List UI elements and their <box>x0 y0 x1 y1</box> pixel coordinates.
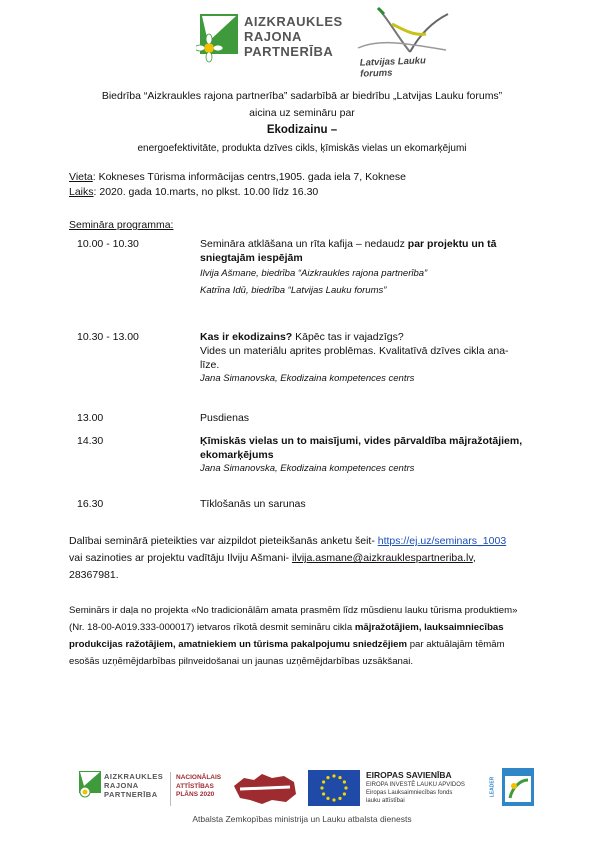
programme-heading: Semināra programma: <box>69 219 174 231</box>
venue-value: : Kokneses Tūrisma informācijas centrs,1905. gada iela 7, Koknese <box>92 171 406 183</box>
registration-line-2 <box>69 550 539 567</box>
programme-text-line: Vides un materiālu aprites problēmas. Kvalitatīvā dzīves cikla ana- <box>200 345 509 357</box>
note-text: (Nr. 18-00-A019.333-000017) ietvaros rīkotā desmit semināru cikla <box>69 622 355 633</box>
lauku-forums-logo <box>350 4 454 80</box>
speaker: Jana Simanovska, Ekodizaina kompetences centrs <box>200 373 415 384</box>
registration-text: Dalībai seminārā pieteikties var aizpildot pieteikšanās anketu šeit- <box>69 535 378 547</box>
programme-text-bold: par projektu un tā <box>407 238 497 250</box>
intro-line-2: aicina uz semināru par <box>249 107 355 119</box>
seminar-subtitle: energoefektivitāte, produkta dzīves cikls, ķīmiskās vielas un ekomarķējumi <box>137 143 467 154</box>
registration-link[interactable]: https://ej.uz/seminars_1003 <box>377 535 507 547</box>
programme-text-bold: Ķīmiskās vielas un to maisījumi, vides pārvaldība mājražotājiem, <box>200 435 523 447</box>
sponsor-leader-logo <box>489 768 536 808</box>
registration-text: vai sazinoties ar projektu vadītāju Ilviju Ašmani- <box>69 552 292 564</box>
note-line: esošās uzņēmējdarbības pilnveidošanai un jaunas uzņēmējdarbības uzsākšanai. <box>69 656 413 667</box>
sponsor-text: NACIONĀLAIS <box>176 774 222 781</box>
latvia-map-icon <box>232 772 298 806</box>
programme-text-part: Semināra atklāšana un rīta kafija – nedaudz <box>200 238 408 250</box>
flower-icon <box>78 770 102 804</box>
programme-text: Tīklošanās un sarunas <box>200 498 306 510</box>
forums-logo-text: Latvijas Lauku forums <box>359 55 426 80</box>
support-line: Atbalsta Zemkopības ministrija un Lauku atbalsta dienests <box>192 814 412 824</box>
programme-time: 10.30 - 13.00 <box>77 331 139 343</box>
registration-text: , <box>472 552 476 564</box>
forums-swoosh-icon <box>350 4 454 60</box>
leader-logo-icon <box>502 768 534 806</box>
logo-text-line: PARTNERĪBA <box>244 44 334 59</box>
eu-title: EIROPAS SAVIENĪBA <box>366 770 452 780</box>
eu-text: EIROPA INVESTĒ LAUKU APVIDOS <box>366 782 465 788</box>
note-bold: produkcijas ražotājiem, amatniekiem un tūrisma pakalpojumu sniedzējiem <box>69 639 408 650</box>
programme-time: 13.00 <box>77 412 104 424</box>
note-line: Seminārs ir daļa no projekta «No tradicionālām amata prasmēm līdz mūsdienu lauku tūrisma produktiem» <box>69 605 518 616</box>
programme-text <box>200 237 538 251</box>
programme-text <box>200 330 538 344</box>
registration <box>69 533 539 584</box>
logo-text-line: AIZKRAUKLES <box>244 14 343 29</box>
speaker: Jana Simanovska, Ekodizaina kompetences centrs <box>200 463 415 474</box>
sponsor-text: PARTNERĪBA <box>104 790 158 799</box>
divider <box>170 772 171 806</box>
eu-flag-icon <box>308 770 360 806</box>
eu-text: Eiropas Lauksaimniecības fonds <box>366 790 453 796</box>
sponsor-eu-logo <box>308 770 488 810</box>
sponsor-text: ATTĪSTĪBAS <box>176 782 214 790</box>
time-line <box>69 185 318 199</box>
programme-text-bold: sniegtajām iespējām <box>200 252 303 264</box>
speaker: Katrīna Idū, biedrība “Latvijas Lauku forums” <box>200 285 387 296</box>
sponsor-text: AIZKRAUKLES <box>104 772 164 781</box>
venue-line <box>69 170 406 184</box>
logo-text-line: RAJONA <box>244 29 302 44</box>
project-note <box>69 602 539 670</box>
note-bold: mājražotājiem, lauksaimniecības <box>354 622 504 633</box>
programme-time: 10.00 - 10.30 <box>77 238 139 250</box>
eu-text: lauku attīstībai <box>366 798 405 804</box>
flower-icon <box>196 12 242 70</box>
programme-time: 16.30 <box>77 498 104 510</box>
intro-line-1: Biedrība “Aizkraukles rajona partnerība” sadarbībā ar biedrību „Latvijas Lauku forums” <box>101 90 503 102</box>
sponsor-nap-logo <box>176 772 300 808</box>
programme-time: 14.30 <box>77 435 104 447</box>
venue-label: Vieta <box>69 171 93 183</box>
seminar-title: Ekodizainu – <box>266 124 338 136</box>
programme-text-part: Kāpēc tas ir vajadzīgs? <box>292 331 404 343</box>
note-text: par aktuālajām tēmām <box>407 639 505 650</box>
programme-text-line: līze. <box>200 359 220 371</box>
programme-text: Pusdienas <box>200 412 250 424</box>
sponsor-text: PLĀNS 2020 <box>176 791 215 798</box>
aizkraukles-logo <box>196 12 343 70</box>
programme-text-bold: ekomarķējums <box>200 449 274 461</box>
leader-text: LEADER <box>489 776 496 798</box>
registration-line-1 <box>69 533 539 550</box>
note-line <box>69 619 539 636</box>
sponsor-partneriba-logo <box>78 770 168 810</box>
programme-question: Kas ir ekodizains? <box>200 331 293 343</box>
time-label: Laiks <box>69 186 94 198</box>
time-value: : 2020. gada 10.marts, no plkst. 10.00 līdz 16.30 <box>93 186 319 198</box>
speaker: Ilvija Ašmane, biedrība “Aizkraukles rajona partnerība” <box>200 268 428 279</box>
email-link[interactable]: ilvija.asmane@aizkrauklespartneriba.lv <box>291 552 473 564</box>
sponsor-text: RAJONA <box>104 781 139 790</box>
note-line <box>69 636 539 653</box>
phone-number: 28367981. <box>69 569 119 581</box>
